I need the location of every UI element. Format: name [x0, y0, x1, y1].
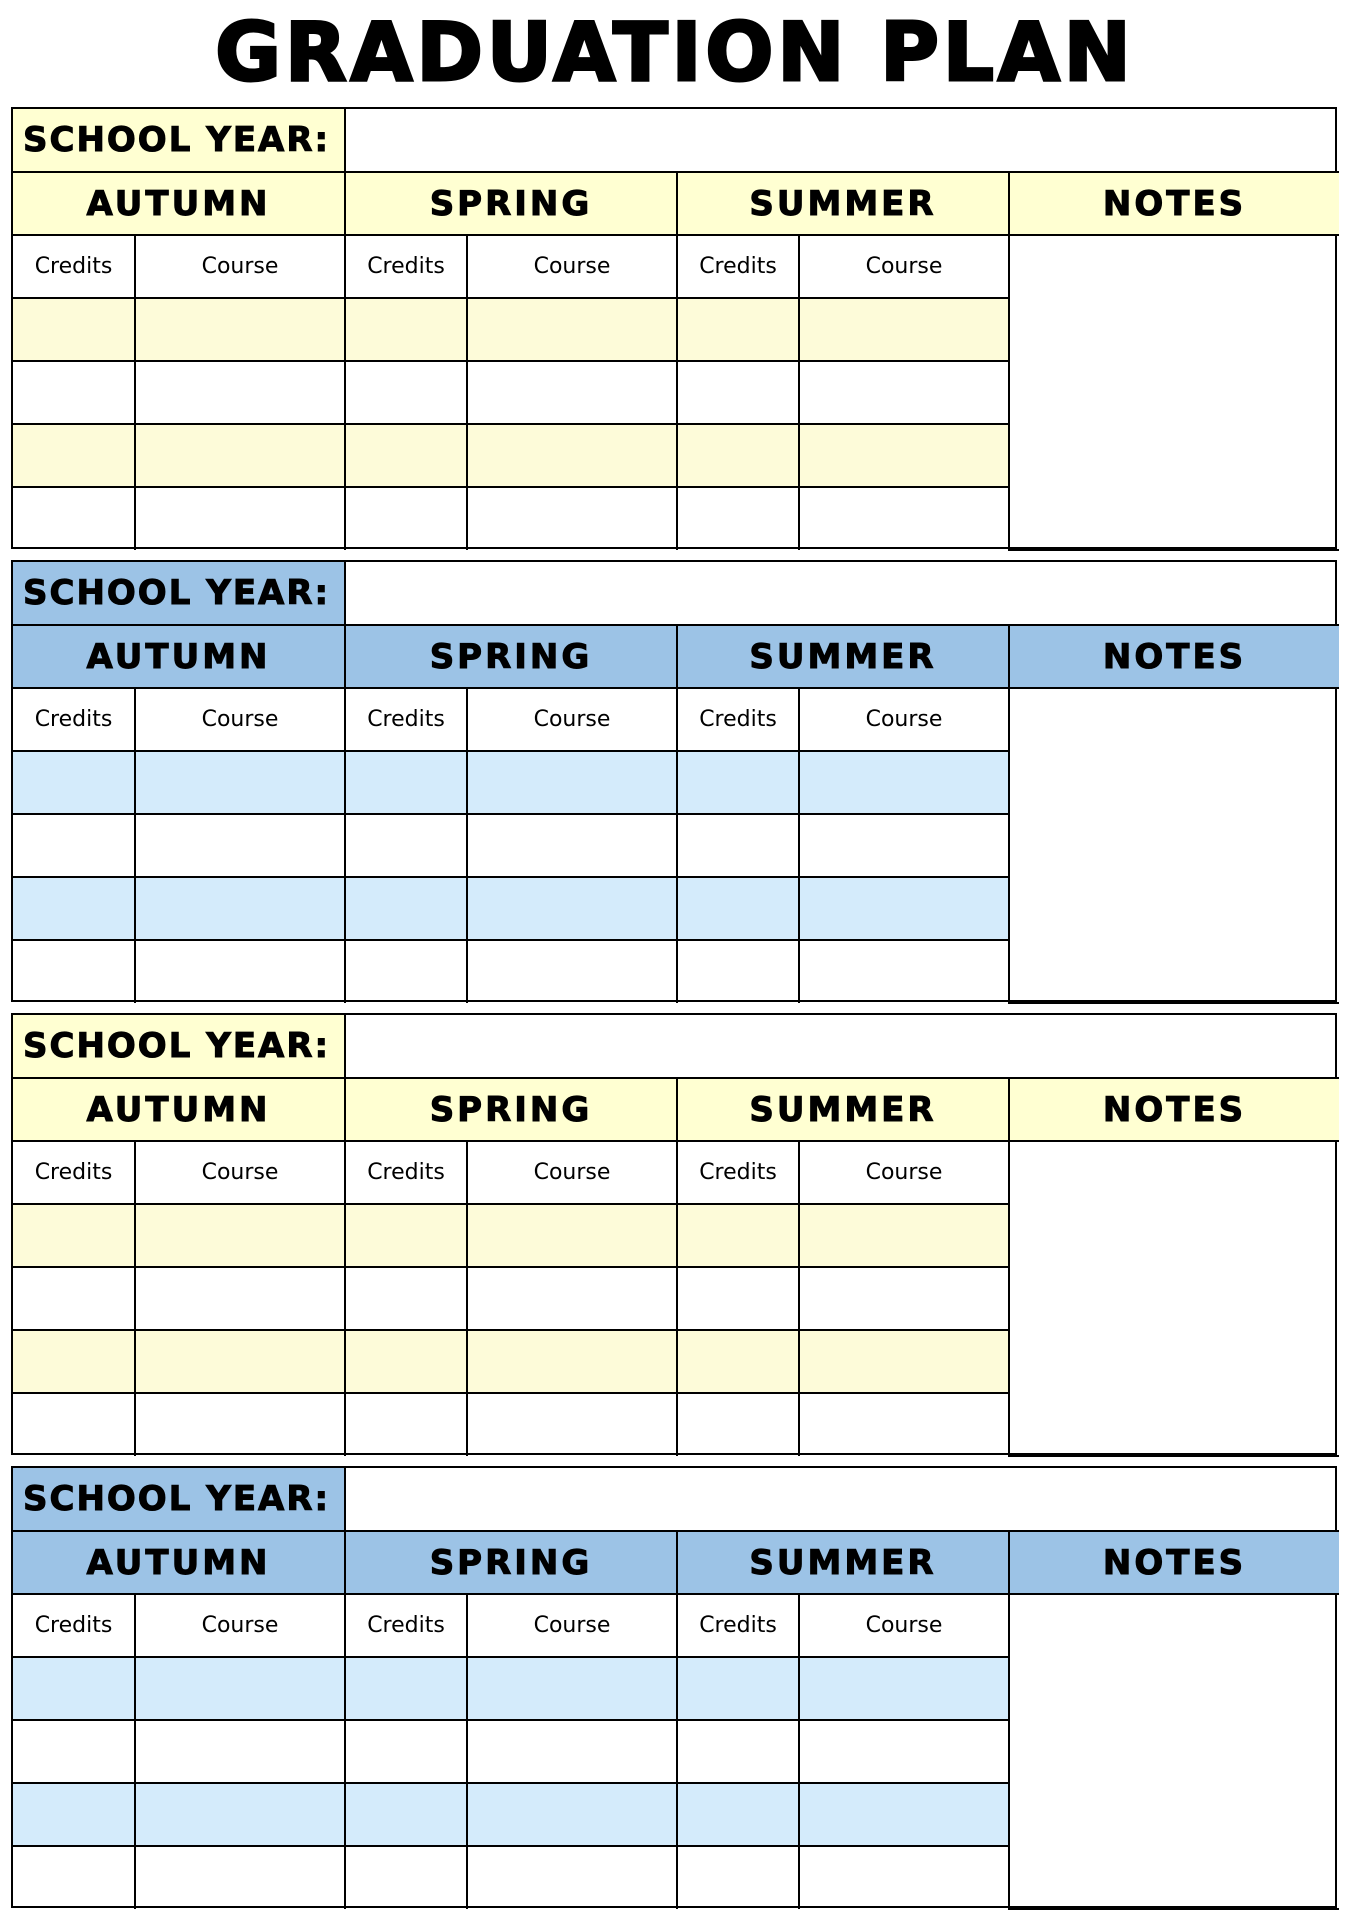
- credits-cell[interactable]: [677, 361, 799, 424]
- credits-cell[interactable]: [345, 1720, 467, 1783]
- school-year-label: SCHOOL YEAR:: [13, 562, 345, 625]
- course-header: Course: [799, 1594, 1009, 1657]
- notes-area[interactable]: [1009, 1594, 1339, 1909]
- credits-cell[interactable]: [677, 1720, 799, 1783]
- course-cell[interactable]: [467, 1267, 677, 1330]
- course-cell[interactable]: [799, 298, 1009, 361]
- course-cell[interactable]: [135, 814, 345, 877]
- course-cell[interactable]: [467, 424, 677, 487]
- course-cell[interactable]: [135, 877, 345, 940]
- course-header: Course: [135, 235, 345, 298]
- credits-cell[interactable]: [677, 298, 799, 361]
- credits-cell[interactable]: [345, 361, 467, 424]
- season-summer: SUMMER: [677, 1531, 1009, 1594]
- course-header: Course: [135, 1141, 345, 1204]
- credits-header: Credits: [345, 235, 467, 298]
- course-cell[interactable]: [135, 1783, 345, 1846]
- course-cell[interactable]: [467, 1330, 677, 1393]
- course-cell[interactable]: [135, 1657, 345, 1720]
- credits-cell[interactable]: [677, 1267, 799, 1330]
- course-cell[interactable]: [467, 1720, 677, 1783]
- credits-cell[interactable]: [677, 877, 799, 940]
- season-autumn: AUTUMN: [13, 1078, 345, 1141]
- season-spring: SPRING: [345, 1531, 677, 1594]
- course-cell[interactable]: [135, 1393, 345, 1456]
- school-year-label: SCHOOL YEAR:: [13, 1015, 345, 1078]
- course-cell[interactable]: [135, 298, 345, 361]
- credits-cell[interactable]: [677, 751, 799, 814]
- credits-cell[interactable]: [677, 487, 799, 550]
- notes-header: NOTES: [1009, 1078, 1339, 1141]
- credits-cell[interactable]: [13, 814, 135, 877]
- credits-cell[interactable]: [345, 940, 467, 1003]
- credits-cell[interactable]: [677, 1783, 799, 1846]
- course-cell[interactable]: [799, 1783, 1009, 1846]
- credits-cell[interactable]: [345, 1204, 467, 1267]
- course-cell[interactable]: [135, 361, 345, 424]
- notes-area[interactable]: [1009, 235, 1339, 550]
- credits-cell[interactable]: [13, 1720, 135, 1783]
- course-cell[interactable]: [467, 361, 677, 424]
- credits-cell[interactable]: [677, 424, 799, 487]
- course-cell[interactable]: [467, 487, 677, 550]
- credits-cell[interactable]: [677, 1657, 799, 1720]
- course-cell[interactable]: [467, 814, 677, 877]
- credits-cell[interactable]: [677, 1846, 799, 1909]
- course-cell[interactable]: [799, 1720, 1009, 1783]
- course-cell[interactable]: [467, 1657, 677, 1720]
- school-year-field[interactable]: [345, 562, 1339, 625]
- season-spring: SPRING: [345, 172, 677, 235]
- credits-cell[interactable]: [345, 1330, 467, 1393]
- credits-cell[interactable]: [13, 1204, 135, 1267]
- course-cell[interactable]: [467, 751, 677, 814]
- plan-table: [13, 1468, 1339, 1910]
- credits-cell[interactable]: [345, 1783, 467, 1846]
- credits-header: Credits: [677, 1594, 799, 1657]
- school-year-field[interactable]: [345, 1468, 1339, 1531]
- credits-header: Credits: [345, 1141, 467, 1204]
- course-header: Course: [135, 688, 345, 751]
- credits-header: Credits: [677, 1141, 799, 1204]
- credits-cell[interactable]: [13, 1846, 135, 1909]
- credits-cell[interactable]: [345, 1267, 467, 1330]
- credits-cell[interactable]: [345, 1393, 467, 1456]
- credits-cell[interactable]: [13, 487, 135, 550]
- credits-cell[interactable]: [345, 424, 467, 487]
- course-cell[interactable]: [799, 361, 1009, 424]
- course-cell[interactable]: [467, 940, 677, 1003]
- course-cell[interactable]: [467, 1393, 677, 1456]
- course-cell[interactable]: [799, 1267, 1009, 1330]
- course-cell[interactable]: [799, 487, 1009, 550]
- course-cell[interactable]: [799, 751, 1009, 814]
- course-cell[interactable]: [799, 1846, 1009, 1909]
- course-cell[interactable]: [467, 877, 677, 940]
- course-cell[interactable]: [799, 1204, 1009, 1267]
- plan-table: [13, 109, 1339, 551]
- credits-cell[interactable]: [13, 361, 135, 424]
- credits-cell[interactable]: [345, 814, 467, 877]
- credits-cell[interactable]: [13, 751, 135, 814]
- course-cell[interactable]: [467, 1783, 677, 1846]
- course-cell[interactable]: [467, 298, 677, 361]
- course-header: Course: [467, 235, 677, 298]
- school-year-field[interactable]: [345, 1015, 1339, 1078]
- credits-cell[interactable]: [345, 1657, 467, 1720]
- credits-header: Credits: [13, 688, 135, 751]
- course-cell[interactable]: [799, 1657, 1009, 1720]
- notes-header: NOTES: [1009, 172, 1339, 235]
- credits-cell[interactable]: [677, 1330, 799, 1393]
- course-cell[interactable]: [135, 1330, 345, 1393]
- credits-cell[interactable]: [345, 877, 467, 940]
- course-cell[interactable]: [135, 751, 345, 814]
- course-cell[interactable]: [135, 1204, 345, 1267]
- credits-cell[interactable]: [345, 1846, 467, 1909]
- credits-cell[interactable]: [677, 814, 799, 877]
- season-autumn: AUTUMN: [13, 1531, 345, 1594]
- notes-area[interactable]: [1009, 688, 1339, 1003]
- credits-header: Credits: [345, 1594, 467, 1657]
- notes-header: NOTES: [1009, 1531, 1339, 1594]
- course-cell[interactable]: [799, 1393, 1009, 1456]
- course-cell[interactable]: [135, 424, 345, 487]
- course-cell[interactable]: [135, 940, 345, 1003]
- course-cell[interactable]: [799, 940, 1009, 1003]
- notes-area[interactable]: [1009, 1141, 1339, 1456]
- plan-table: [13, 1015, 1339, 1457]
- credits-cell[interactable]: [13, 1783, 135, 1846]
- credits-cell[interactable]: [13, 298, 135, 361]
- credits-cell[interactable]: [13, 940, 135, 1003]
- course-header: Course: [467, 1141, 677, 1204]
- school-year-block: [11, 1013, 1337, 1455]
- season-summer: SUMMER: [677, 1078, 1009, 1141]
- school-year-label: SCHOOL YEAR:: [13, 109, 345, 172]
- course-header: Course: [799, 1141, 1009, 1204]
- course-cell[interactable]: [135, 1846, 345, 1909]
- page-title: GRADUATION PLAN: [215, 6, 1135, 99]
- credits-header: Credits: [677, 688, 799, 751]
- school-year-block: [11, 560, 1337, 1002]
- course-cell[interactable]: [799, 424, 1009, 487]
- credits-cell[interactable]: [345, 298, 467, 361]
- credits-header: Credits: [13, 235, 135, 298]
- credits-cell[interactable]: [13, 877, 135, 940]
- course-cell[interactable]: [799, 814, 1009, 877]
- course-header: Course: [799, 688, 1009, 751]
- credits-cell[interactable]: [677, 940, 799, 1003]
- credits-header: Credits: [13, 1141, 135, 1204]
- course-cell[interactable]: [135, 1720, 345, 1783]
- credits-cell[interactable]: [345, 751, 467, 814]
- course-cell[interactable]: [467, 1846, 677, 1909]
- credits-header: Credits: [677, 235, 799, 298]
- season-summer: SUMMER: [677, 625, 1009, 688]
- school-year-field[interactable]: [345, 109, 1339, 172]
- school-year-label: SCHOOL YEAR:: [13, 1468, 345, 1531]
- credits-cell[interactable]: [13, 1330, 135, 1393]
- season-summer: SUMMER: [677, 172, 1009, 235]
- course-cell[interactable]: [467, 1204, 677, 1267]
- credits-cell[interactable]: [677, 1393, 799, 1456]
- credits-cell[interactable]: [677, 1204, 799, 1267]
- credits-cell[interactable]: [13, 424, 135, 487]
- season-spring: SPRING: [345, 1078, 677, 1141]
- season-autumn: AUTUMN: [13, 172, 345, 235]
- plan-table: [13, 562, 1339, 1004]
- credits-header: Credits: [13, 1594, 135, 1657]
- credits-cell[interactable]: [13, 1393, 135, 1456]
- credits-cell[interactable]: [13, 1267, 135, 1330]
- course-cell[interactable]: [799, 1330, 1009, 1393]
- credits-cell[interactable]: [345, 487, 467, 550]
- school-year-block: [11, 107, 1337, 549]
- course-cell[interactable]: [135, 487, 345, 550]
- season-spring: SPRING: [345, 625, 677, 688]
- school-year-block: [11, 1466, 1337, 1908]
- season-autumn: AUTUMN: [13, 625, 345, 688]
- credits-cell[interactable]: [13, 1657, 135, 1720]
- course-cell[interactable]: [799, 877, 1009, 940]
- course-header: Course: [467, 1594, 677, 1657]
- course-cell[interactable]: [135, 1267, 345, 1330]
- course-header: Course: [799, 235, 1009, 298]
- course-header: Course: [135, 1594, 345, 1657]
- notes-header: NOTES: [1009, 625, 1339, 688]
- credits-header: Credits: [345, 688, 467, 751]
- course-header: Course: [467, 688, 677, 751]
